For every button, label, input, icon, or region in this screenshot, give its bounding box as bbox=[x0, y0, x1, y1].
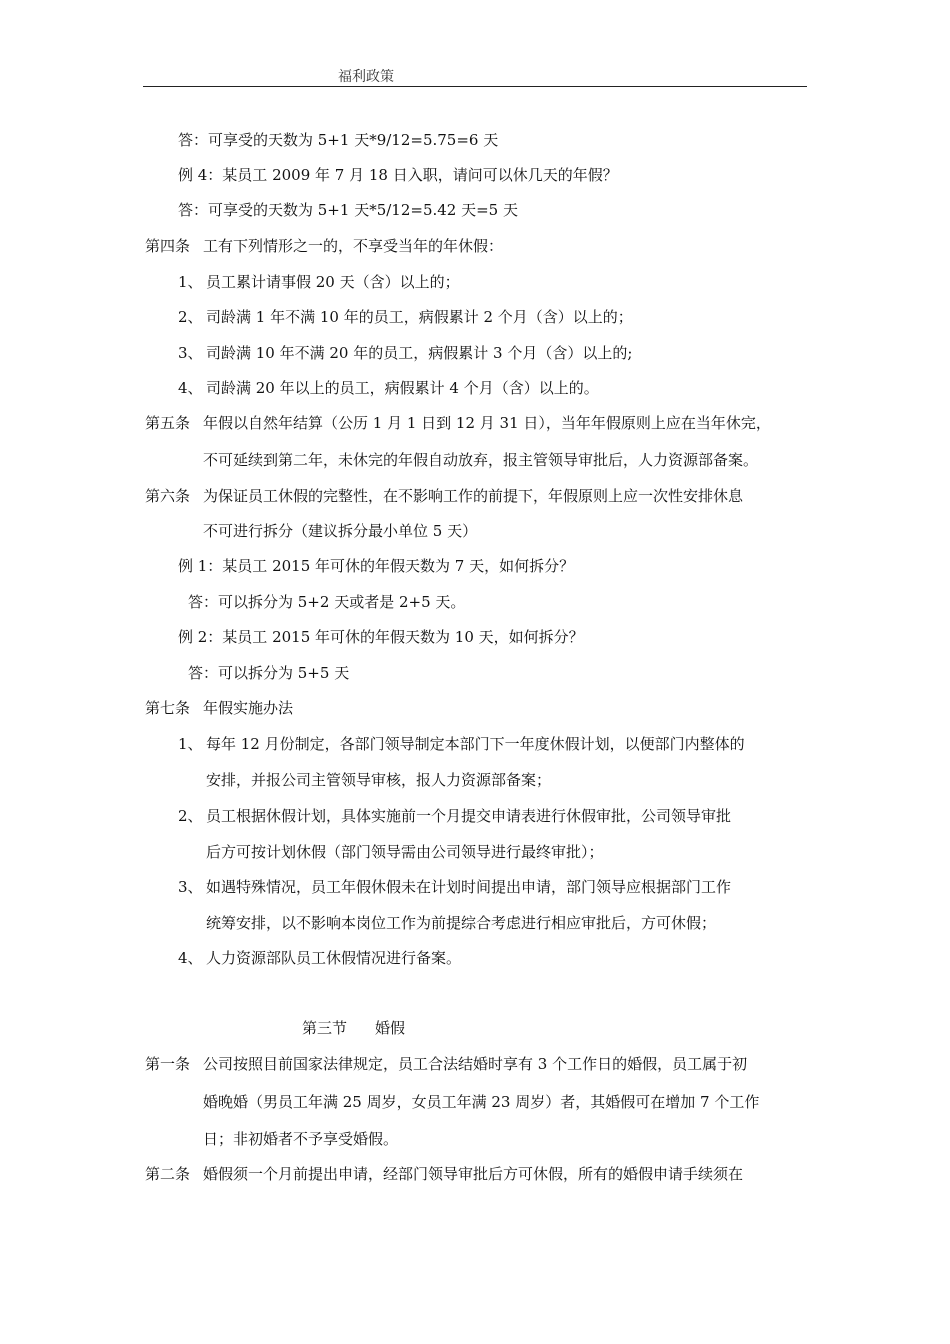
article-text: 工有下列情形之一的，不享受当年的年休假： bbox=[203, 237, 504, 255]
article-label: 第五条 bbox=[145, 414, 191, 432]
list-number: 4、 bbox=[178, 949, 203, 967]
article-label: 第四条 bbox=[145, 237, 191, 255]
list-text: 司龄满 20 年以上的员工，病假累计 4 个月（含）以上的。 bbox=[206, 379, 599, 397]
article-label: 第二条 bbox=[145, 1165, 191, 1183]
page-header-title: 福利政策 bbox=[338, 69, 394, 85]
body-line: 答：可享受的天数为 5+1 天*9/12=5.75=6 天 bbox=[178, 131, 499, 149]
body-line: 例 4：某员工 2009 年 7 月 18 日入职，请问可以休几天的年假？ bbox=[178, 166, 618, 184]
body-line: 婚晚婚（男员工年满 25 周岁，女员工年满 23 周岁）者，其婚假可在增加 7 个工作 bbox=[203, 1093, 760, 1111]
body-line: 日；非初婚者不予享受婚假。 bbox=[203, 1130, 399, 1148]
body-line: 答：可以拆分为 5+5 天 bbox=[188, 664, 350, 682]
section-title: 婚假 bbox=[375, 1019, 406, 1037]
list-item bbox=[178, 307, 633, 327]
list-text: 员工根据休假计划，具体实施前一个月提交申请表进行休假审批，公司领导审批 bbox=[206, 807, 732, 825]
article-label: 第六条 bbox=[145, 487, 191, 505]
body-line: 例 1：某员工 2015 年可休的年假天数为 7 天，如何拆分？ bbox=[178, 557, 575, 575]
list-number: 2、 bbox=[178, 807, 203, 825]
list-item bbox=[178, 734, 745, 754]
body-line: 不可进行拆分（建议拆分最小单位 5 天） bbox=[203, 522, 478, 540]
body-line: 安排，并报公司主管领导审核，报人力资源部备案； bbox=[206, 771, 552, 789]
article-line bbox=[145, 486, 743, 506]
list-number: 1、 bbox=[178, 273, 203, 291]
article-text: 年假以自然年结算（公历 1 月 1 日到 12 月 31 日），当年年假原则上应在当年休完， bbox=[203, 414, 771, 432]
list-item bbox=[178, 948, 461, 968]
list-item bbox=[178, 877, 731, 897]
body-line: 答：可享受的天数为 5+1 天*5/12=5.42 天=5 天 bbox=[178, 201, 518, 219]
list-text: 司龄满 10 年不满 20 年的员工，病假累计 3 个月（含）以上的; bbox=[206, 344, 633, 362]
article-text: 年假实施办法 bbox=[203, 699, 294, 717]
article-text: 婚假须一个月前提出申请，经部门领导审批后方可休假，所有的婚假申请手续须在 bbox=[203, 1165, 744, 1183]
list-text: 如遇特殊情况，员工年假休假未在计划时间提出申请，部门领导应根据部门工作 bbox=[206, 878, 732, 896]
body-line: 不可延续到第二年，未休完的年假自动放弃，报主管领导审批后，人力资源部备案。 bbox=[203, 451, 759, 469]
list-item bbox=[178, 343, 632, 363]
list-text: 员工累计请事假 20 天（含）以上的； bbox=[206, 273, 460, 291]
article-line bbox=[145, 1054, 747, 1074]
article-line bbox=[145, 413, 771, 433]
body-line: 例 2：某员工 2015 年可休的年假天数为 10 天，如何拆分？ bbox=[178, 628, 584, 646]
header-rule bbox=[143, 86, 807, 87]
list-number: 2、 bbox=[178, 308, 203, 326]
list-item bbox=[178, 378, 599, 398]
article-text: 公司按照目前国家法律规定，员工合法结婚时享有 3 个工作日的婚假，员工属于初 bbox=[203, 1055, 748, 1073]
body-line: 统筹安排，以不影响本岗位工作为前提综合考虑进行相应审批后，方可休假； bbox=[206, 914, 717, 932]
article-line bbox=[145, 698, 293, 718]
section-label: 第三节 bbox=[302, 1019, 348, 1037]
list-text: 人力资源部队员工休假情况进行备案。 bbox=[206, 949, 462, 967]
list-item bbox=[178, 272, 460, 292]
section-heading bbox=[302, 1018, 405, 1038]
body-line: 答：可以拆分为 5+2 天或者是 2+5 天。 bbox=[188, 593, 466, 611]
list-item bbox=[178, 806, 731, 826]
article-label: 第一条 bbox=[145, 1055, 191, 1073]
list-text: 司龄满 1 年不满 10 年的员工，病假累计 2 个月（含）以上的； bbox=[206, 308, 633, 326]
list-number: 3、 bbox=[178, 344, 203, 362]
article-text: 为保证员工休假的完整性，在不影响工作的前提下，年假原则上应一次性安排休息 bbox=[203, 487, 744, 505]
list-number: 3、 bbox=[178, 878, 203, 896]
article-label: 第七条 bbox=[145, 699, 191, 717]
article-line bbox=[145, 236, 503, 256]
article-line bbox=[145, 1164, 743, 1184]
list-number: 1、 bbox=[178, 735, 203, 753]
body-line: 后方可按计划休假（部门领导需由公司领导进行最终审批）； bbox=[206, 843, 604, 861]
list-number: 4、 bbox=[178, 379, 203, 397]
list-text: 每年 12 月份制定，各部门领导制定本部门下一年度休假计划，以便部门内整体的 bbox=[206, 735, 745, 753]
